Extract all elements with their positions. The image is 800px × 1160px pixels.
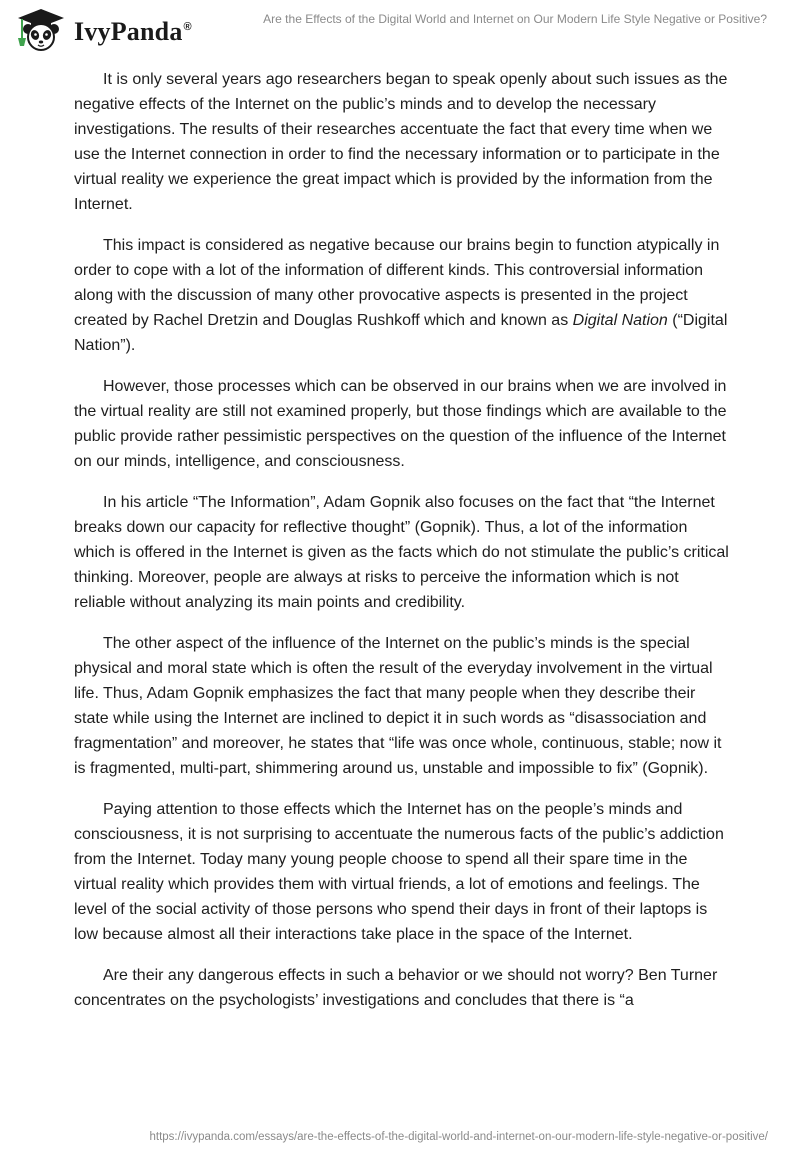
essay-body — [74, 67, 730, 1029]
paragraph-6: Paying attention to those effects which the Internet has on the people’s minds and consciousness, it is not surprising to accentuate the numerous facts of the public’s addiction from the Internet. Today many young people choose to spend all their spare time in the virtual reality which provides them with virtual friends, a lot of emotions and feelings. The level of the social activity of those persons who spend their days in front of their laptops is low because almost all their interactions take place in the space of the Internet. — [74, 801, 724, 943]
document-title: Are the Effects of the Digital World and Internet on Our Modern Life Style Negative or Positive? — [263, 12, 767, 26]
brand-name: IvyPanda® — [74, 17, 192, 46]
paragraph-3: However, those processes which can be observed in our brains when we are involved in the virtual reality are still not examined properly, but those findings which are available to the public provide rather pessimistic perspectives on the question of the influence of the Internet on our minds, intelligence, and consciousness. — [74, 378, 727, 470]
panda-graduate-logo-icon — [14, 8, 68, 52]
brand-logo[interactable] — [14, 8, 192, 52]
registered-mark: ® — [183, 21, 192, 34]
paragraph-2-text-end: (“Digital Nation”). — [74, 312, 728, 354]
paragraph-7: Are their any dangerous effects in such a behavior or we should not worry? Ben Turner concentrates on the psychologists’ investigations and concludes that there is “a — [74, 967, 718, 1009]
page-header — [0, 0, 800, 60]
paragraph-5: The other aspect of the influence of the Internet on the public’s minds is the special physical and moral state which is often the result of the everyday involvement in the virtual life. Thus, Adam Gopnik emphasizes the fact that many people when they describe their state while using the Internet are inclined to depict it in such words as “disassociation and fragmentation” and moreover, he states that “life was once whole, continuous, stable; now it is fragmented, multi-part, shimmering around us, unstable and impossible to fix” (Gopnik). — [74, 635, 722, 777]
paragraph-1: It is only several years ago researchers began to speak openly about such issues as the negative effects of the Internet on the public’s minds and to develop the necessary investigations. The results of their researches accentuate the fact that every time when we use the Internet connection in order to find the necessary information or to participate in the virtual reality we experience the great impact which is provided by the information from the Internet. — [74, 71, 728, 213]
paragraph-2 — [74, 233, 730, 358]
paragraph-2-italic-title: Digital Nation — [572, 312, 668, 329]
source-url[interactable]: https://ivypanda.com/essays/are-the-effects-of-the-digital-world-and-internet-on-our-modern-life-style-negative-or-positive/ — [149, 1131, 768, 1143]
paragraph-4: In his article “The Information”, Adam Gopnik also focuses on the fact that “the Internet breaks down our capacity for reflective thought” (Gopnik). Thus, a lot of the information which is offered in the Internet is given as the facts which do not stimulate the public’s critical thinking. Moreover, people are always at risks to perceive the information which is not reliable without analyzing its main points and credibility. — [74, 494, 729, 611]
paragraph-2-text: This impact is considered as negative because our brains begin to function atypically in order to cope with a lot of the information of different kinds. This controversial information along with the discussion of many other provocative aspects is presented in the project created by Rachel Dretzin and Douglas Rushkoff which and known as — [74, 237, 720, 329]
